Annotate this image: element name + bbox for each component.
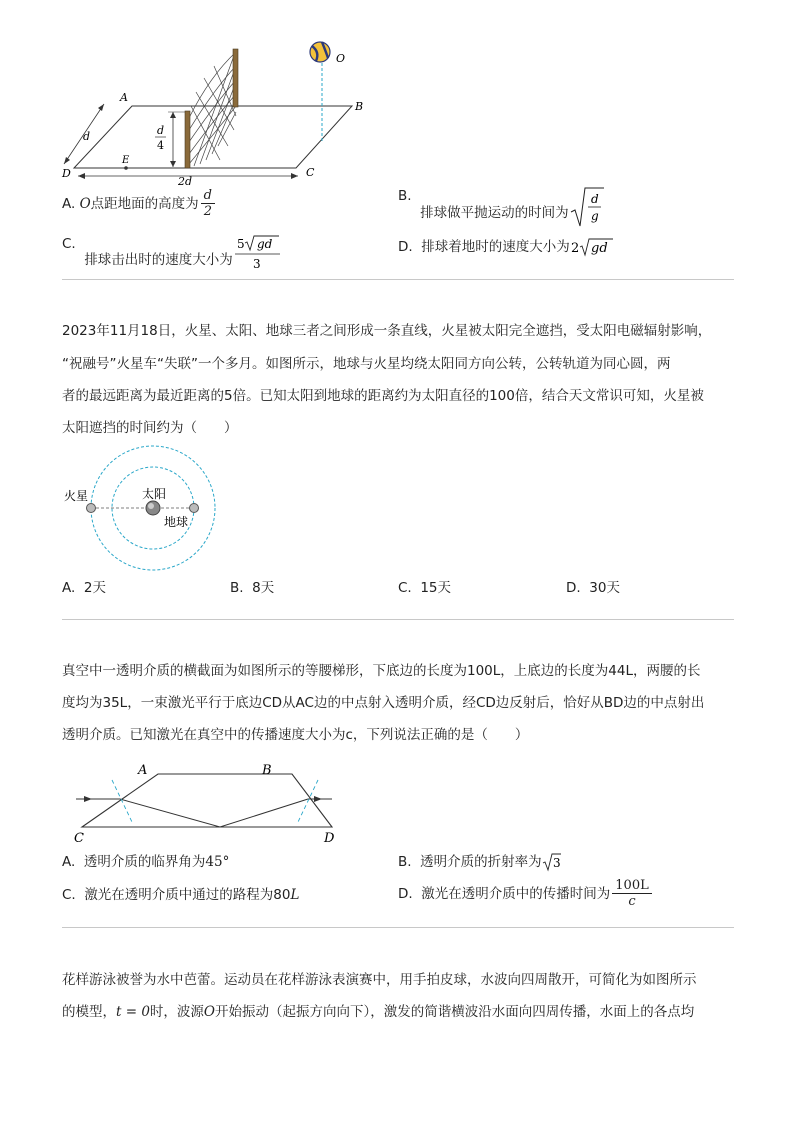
q3-stem-line-1: 真空中一透明介质的横截面为如图所示的等腰梯形，下底边的长度为100L，上底边的长度为44L，两腰的长 <box>62 663 701 679</box>
q2-stem-line-1: 2023年11月18日，火星、太阳、地球三者之间形成一条直线，火星被太阳完全遮挡，受太阳电磁辐射影响， <box>62 323 712 339</box>
net-pole-back <box>233 49 238 107</box>
svg-text:D: D <box>324 831 335 846</box>
option-letter: B. <box>398 188 412 204</box>
option-text: 排球做平抛运动的时间为 <box>420 205 569 221</box>
mars-label: 火星 <box>64 489 89 503</box>
q1-option-d[interactable] <box>398 236 614 258</box>
earth-icon <box>190 504 199 513</box>
sun-label: 太阳 <box>142 487 167 501</box>
volleyball-net-figure <box>60 36 364 188</box>
label-B: B <box>355 100 364 113</box>
q1-option-c[interactable] <box>62 234 283 272</box>
q2-option-d[interactable]: D. 30天 <box>566 580 620 596</box>
earth-label: 地球 <box>164 515 189 529</box>
svg-text:gd: gd <box>590 241 608 256</box>
q4-stem-line-2: 的模型，t = 0时，波源O开始振动（起振方向向下），激发的简谐横波沿水面向四周传播，水面上的各点均 <box>62 1004 695 1020</box>
svg-text:A: A <box>138 763 148 778</box>
label-d: d <box>83 130 91 143</box>
q2-option-c[interactable]: C. 15天 <box>398 580 451 596</box>
q2-stem-line-2: “祝融号”火星车“失联”一个多月。如图所示，地球与火星均绕太阳同方向公转，公转轨道为同心圆，两 <box>62 356 671 372</box>
option-text: 排球着地时的速度大小为 <box>421 239 570 255</box>
sqrt-expr <box>570 236 614 258</box>
q2-option-b[interactable]: B. 8天 <box>230 580 275 596</box>
q4-stem-line-1: 花样游泳被誉为水中芭蕾。运动员在花样游泳表演赛中，用手拍皮球，水波向四周散开，可简化为如图所示 <box>62 972 697 988</box>
net-pole-front <box>185 111 190 168</box>
svg-text:5: 5 <box>236 237 245 251</box>
fraction: $\frac{100L}{c}$ <box>612 878 651 909</box>
option-text: 排球击出时的速度大小为 <box>84 252 233 268</box>
svg-text:B: B <box>262 763 272 778</box>
option-letter: A. <box>62 195 76 212</box>
option-text: 点距地面的高度为 <box>90 195 199 212</box>
q3-option-c[interactable]: C. 激光在透明介质中通过的路程为80L <box>62 887 300 903</box>
label-A: A <box>120 91 128 104</box>
q3-option-d[interactable]: D. 激光在透明介质中的传播时间为 $\frac{100L}{c}$ <box>398 878 652 909</box>
divider <box>62 279 734 280</box>
svg-text:C: C <box>74 831 84 846</box>
option-letter: C. <box>62 236 76 252</box>
divider <box>62 619 734 620</box>
q1-option-b[interactable] <box>398 186 605 228</box>
q1-option-a[interactable] <box>62 188 215 219</box>
point-o: O <box>79 195 91 212</box>
volleyball-icon <box>310 42 330 62</box>
svg-text:g: g <box>590 209 599 223</box>
mars-icon <box>87 504 96 513</box>
q2-stem-line-3: 者的最远距离为最近距离的5倍。已知太阳到地球的距离约为太阳直径的100倍，结合天文常识可知，火星被 <box>62 388 704 404</box>
label-D: D <box>62 167 71 180</box>
net-mesh <box>189 50 236 166</box>
court-plane <box>74 106 352 168</box>
q3-option-b[interactable]: B. 透明介质的折射率为 3 <box>398 854 561 870</box>
label-E: E <box>122 155 130 166</box>
sqrt-3 <box>542 852 562 872</box>
svg-text:gd: gd <box>256 237 273 251</box>
q2-option-a[interactable]: A. 2天 <box>62 580 106 596</box>
label-C: C <box>306 166 315 179</box>
sqrt-fraction <box>569 186 605 228</box>
fraction: $\frac{d}{2}$ <box>201 188 215 219</box>
divider <box>62 927 734 928</box>
option-letter: D. <box>398 239 413 255</box>
height-frac-den: 4 <box>157 139 164 152</box>
q3-stem-line-3: 透明介质。已知激光在真空中的传播速度大小为c，下列说法正确的是（ ） <box>62 727 529 743</box>
sqrt-fraction <box>233 234 283 272</box>
q2-stem-line-4: 太阳遮挡的时间约为（ ） <box>62 420 238 436</box>
svg-text:3: 3 <box>552 856 561 870</box>
orbit-figure <box>60 444 230 578</box>
height-frac-num: d <box>157 124 165 137</box>
svg-text:d: d <box>590 192 599 206</box>
q3-stem-line-2: 度均为35L，一束激光平行于底边CD从AC边的中点射入透明介质，经CD边反射后，恰好从BD边的中点射出 <box>62 695 705 711</box>
trapezoid-figure <box>70 760 350 850</box>
svg-text:3: 3 <box>252 257 261 271</box>
q3-option-a[interactable]: A. 透明介质的临界角为45° <box>62 854 230 870</box>
label-2d: 2d <box>178 175 193 188</box>
svg-text:2: 2 <box>570 241 580 256</box>
label-O: O <box>336 52 346 65</box>
